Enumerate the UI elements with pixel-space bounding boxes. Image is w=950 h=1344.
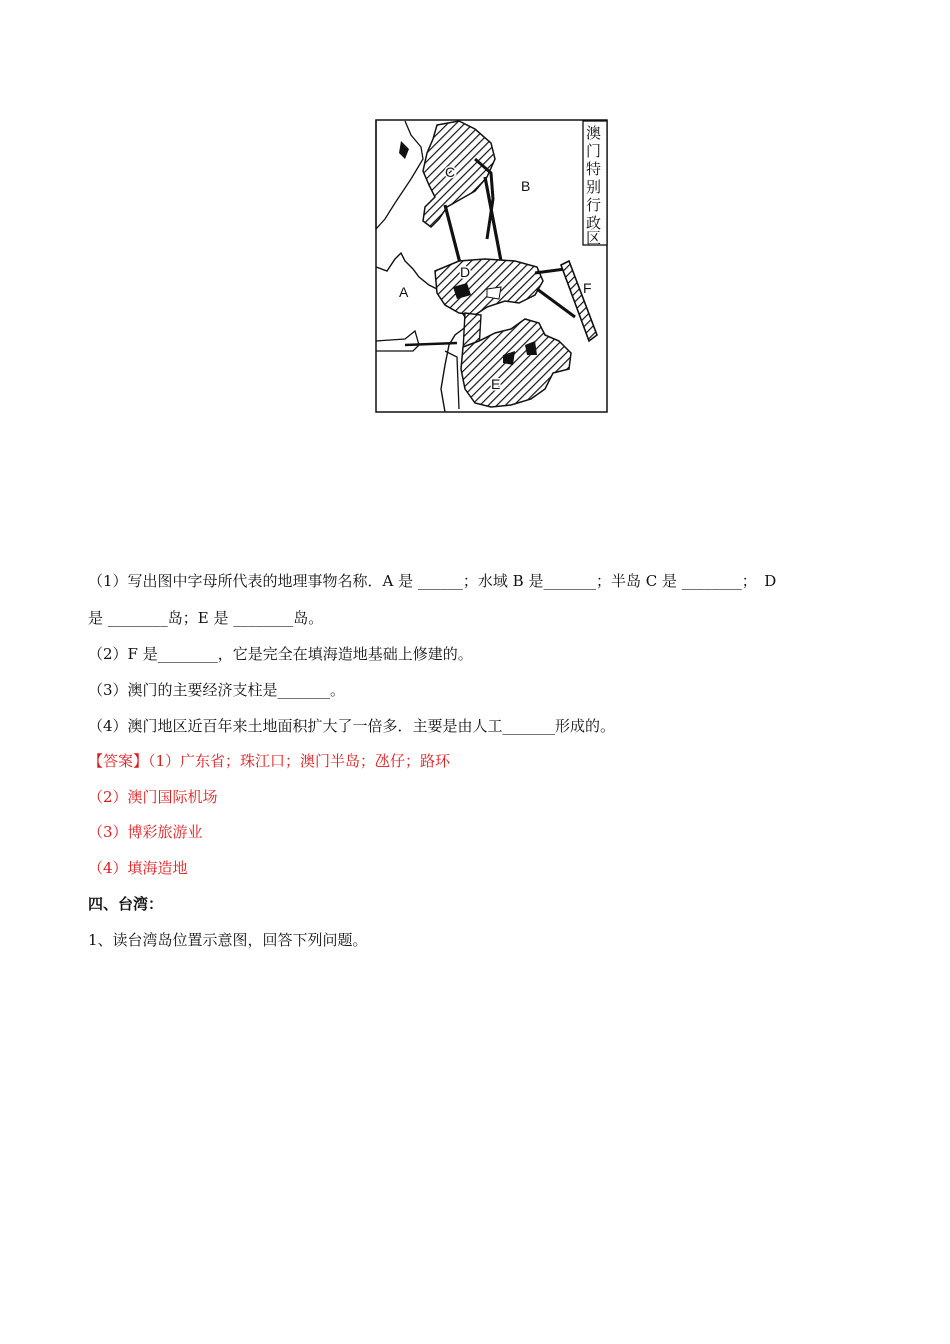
answer-1: 【答案】（1）广东省；珠江口；澳门半岛；氹仔；路环: [88, 752, 451, 770]
answer-2: （2）澳门国际机场: [88, 788, 218, 806]
section-4-question-1: 1、读台湾岛位置示意图，回答下列问题。: [88, 931, 368, 949]
map-title-char-5: 行: [586, 196, 602, 214]
answer-4: （4）填海造地: [88, 859, 188, 877]
question-1-line-2: 是 ________岛；E 是 ________岛。: [88, 609, 324, 627]
question-2: （2）F 是________，它是完全在填海造地基础上修建的。: [88, 645, 473, 663]
map-title-char-1: 澳: [586, 124, 602, 142]
question-3: （3）澳门的主要经济支柱是_______。: [88, 681, 346, 699]
map-title-char-4: 别: [586, 178, 602, 196]
map-label-b: B: [521, 178, 531, 194]
map-title: [586, 124, 601, 247]
map-title-char-6: 政: [586, 214, 602, 232]
map-label-f: F: [583, 280, 592, 296]
macau-map-figure: [375, 119, 608, 413]
answer-3: （3）博彩旅游业: [88, 823, 203, 841]
map-title-char-7: 区: [586, 229, 602, 247]
question-4: （4）澳门地区近百年来土地面积扩大了一倍多．主要是由人工_______形成的。: [88, 717, 616, 735]
map-label-d: D: [460, 264, 471, 280]
map-label-a: A: [399, 284, 409, 300]
section-4-heading: 四、台湾：: [88, 895, 164, 913]
map-label-c: C: [445, 164, 456, 180]
map-label-e: E: [491, 376, 501, 392]
map-title-char-2: 门: [586, 142, 602, 160]
question-1-line-1: （1）写出图中字母所代表的地理事物名称．A 是 ______；水域 B 是_______；半岛 C 是 ________； D: [88, 572, 777, 590]
map-title-char-3: 特: [586, 160, 602, 178]
